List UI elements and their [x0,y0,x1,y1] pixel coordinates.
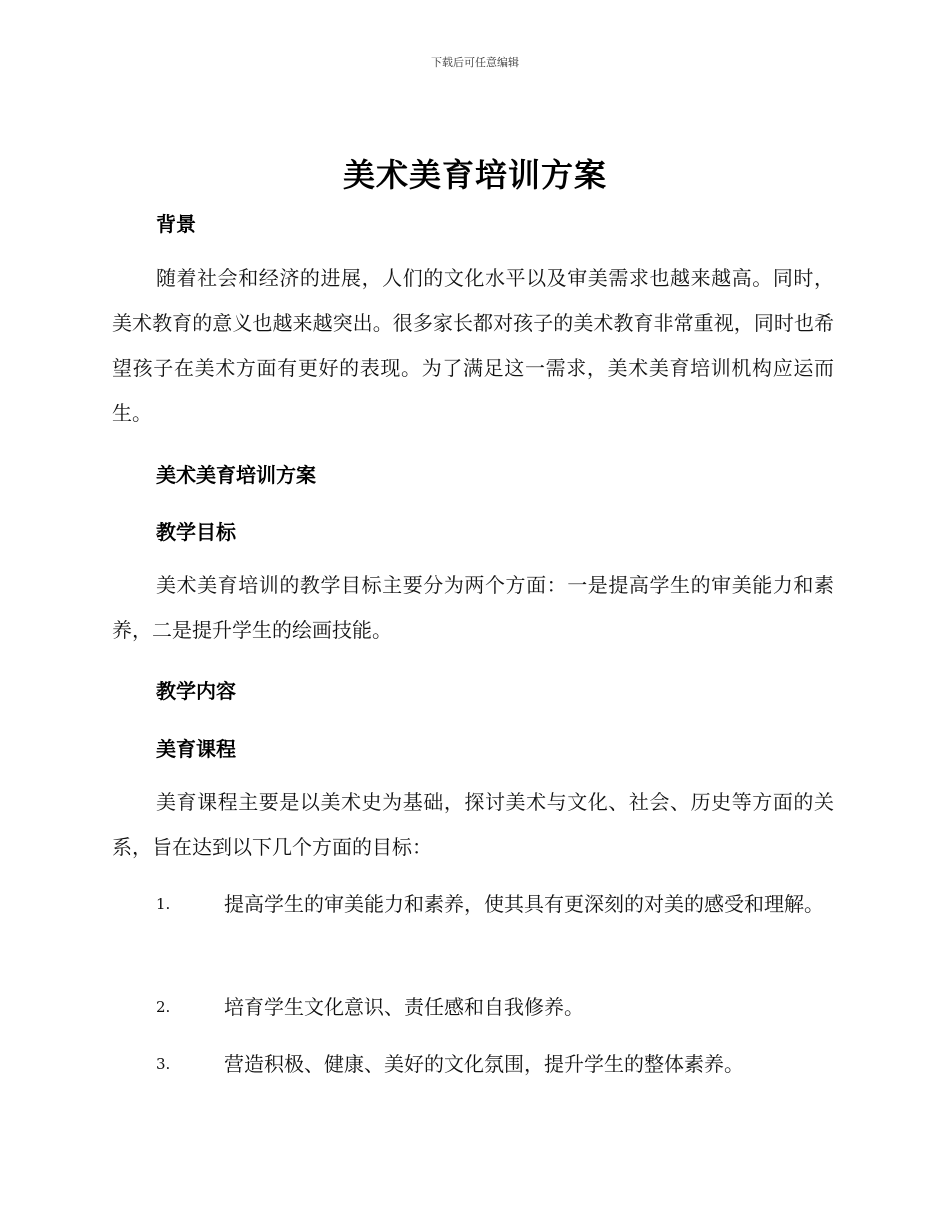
header-note: 下载后可任意编辑 [431,56,519,69]
goal-text: 美术美育培训的教学目标主要分为两个方面：一是提高学生的审美能力和素养，二是提升学生的绘画技能。 [112,573,834,642]
section-heading-background: 背景 [156,212,196,236]
list-item [112,985,834,1030]
background-text: 随着社会和经济的进展，人们的文化水平以及审美需求也越来越高。同时，美术教育的意义也越来越突出。很多家长都对孩子的美术教育非常重视，同时也希望孩子在美术方面有更好的表现。为了满足这一需求，美术美育培训机构应运而生。 [112,266,834,425]
section-heading-content: 教学内容 [156,679,236,703]
list-item-text: 培育学生文化意识、责任感和自我修养。 [224,995,584,1019]
background-paragraph [112,256,834,436]
section-heading-goal: 教学目标 [156,520,236,544]
list-item-number: 3. [156,1055,171,1073]
list-item [112,1042,834,1087]
course-paragraph [112,780,834,870]
goal-paragraph [112,563,834,653]
course-text: 美育课程主要是以美术史为基础，探讨美术与文化、社会、历史等方面的关系，旨在达到以下几个方面的目标： [112,790,834,859]
list-item-text: 营造积极、健康、美好的文化氛围，提升学生的整体素养。 [224,1052,744,1076]
section-heading-course: 美育课程 [156,737,236,761]
list-item-text: 提高学生的审美能力和素养，使其具有更深刻的对美的感受和理解。 [224,892,824,916]
list-item-number: 2. [156,998,171,1016]
list-item-number: 1. [156,895,171,913]
section-heading-plan: 美术美育培训方案 [156,463,316,487]
document-title: 美术美育培训方案 [342,156,607,194]
list-item [112,882,834,927]
